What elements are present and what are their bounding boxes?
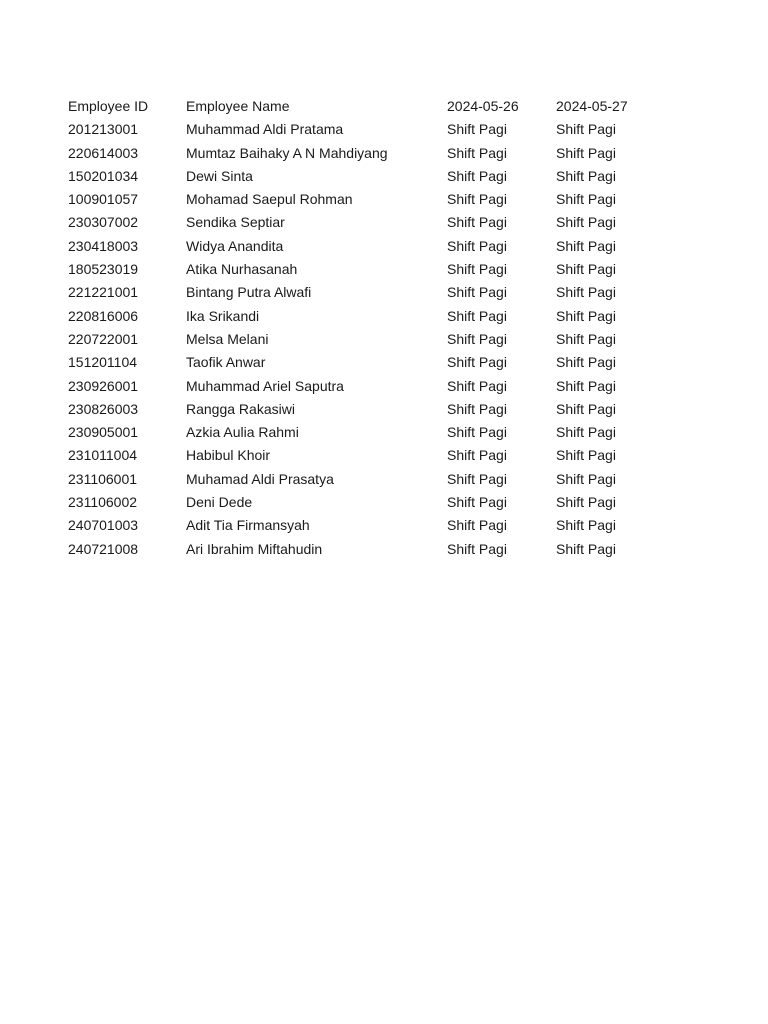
header-date-1: 2024-05-26 xyxy=(447,98,519,114)
shift-cell: Shift Pagi xyxy=(556,307,616,324)
employee-id-cell: 201213001 xyxy=(68,121,139,138)
table-row xyxy=(68,118,708,141)
shift-cell: Shift Pagi xyxy=(447,494,507,511)
employee-id-cell: 100901057 xyxy=(68,191,139,208)
employee-name-cell: Taofik Anwar xyxy=(186,354,266,371)
table-row xyxy=(68,444,708,467)
employee-name-cell: Atika Nurhasanah xyxy=(186,261,298,278)
employee-name-cell: Ari Ibrahim Miftahudin xyxy=(186,540,323,557)
employee-name-cell: Dewi Sinta xyxy=(186,167,253,184)
shift-cell: Shift Pagi xyxy=(447,121,507,138)
table-row xyxy=(68,258,708,281)
employee-id-cell: 151201104 xyxy=(68,354,138,371)
shift-cell: Shift Pagi xyxy=(556,330,616,347)
shift-cell: Shift Pagi xyxy=(447,284,507,301)
shift-cell: Shift Pagi xyxy=(556,447,616,464)
employee-id-cell: 220722001 xyxy=(68,330,139,347)
table-row xyxy=(68,491,708,514)
employee-name-cell: Adit Tia Firmansyah xyxy=(186,517,310,534)
employee-id-cell: 230307002 xyxy=(68,214,139,231)
employee-id-cell: 231106002 xyxy=(68,494,138,511)
shift-cell: Shift Pagi xyxy=(447,447,507,464)
employee-name-cell: Bintang Putra Alwafi xyxy=(186,284,312,301)
table-row xyxy=(68,235,708,258)
employee-name-cell: Habibul Khoir xyxy=(186,447,271,464)
shift-cell: Shift Pagi xyxy=(556,400,616,417)
header-date-2: 2024-05-27 xyxy=(556,98,628,114)
employee-name-cell: Melsa Melani xyxy=(186,330,269,347)
employee-name-cell: Mohamad Saepul Rohman xyxy=(186,191,353,208)
employee-id-cell: 180523019 xyxy=(68,261,139,278)
table-row xyxy=(68,328,708,351)
shift-cell: Shift Pagi xyxy=(556,144,616,161)
table-row xyxy=(68,211,708,234)
employee-name-cell: Muhammad Ariel Saputra xyxy=(186,377,344,394)
shift-cell: Shift Pagi xyxy=(447,307,507,324)
employee-id-cell: 220614003 xyxy=(68,144,139,161)
shift-cell: Shift Pagi xyxy=(556,470,616,487)
table-row xyxy=(68,142,708,165)
header-employee-id: Employee ID xyxy=(68,98,149,114)
employee-id-cell: 230826003 xyxy=(68,400,139,417)
employee-id-cell: 240701003 xyxy=(68,517,139,534)
employee-name-cell: Sendika Septiar xyxy=(186,214,285,231)
shift-cell: Shift Pagi xyxy=(447,517,507,534)
shift-cell: Shift Pagi xyxy=(556,261,616,278)
table-row xyxy=(68,398,708,421)
employee-id-cell: 230905001 xyxy=(68,424,139,441)
shift-cell: Shift Pagi xyxy=(556,121,616,138)
table-row xyxy=(68,351,708,374)
employee-id-cell: 230418003 xyxy=(68,237,139,254)
shift-cell: Shift Pagi xyxy=(447,191,507,208)
shift-cell: Shift Pagi xyxy=(556,354,616,371)
employee-name-cell: Ika Srikandi xyxy=(186,307,260,324)
shift-cell: Shift Pagi xyxy=(447,237,507,254)
employee-name-cell: Muhammad Aldi Pratama xyxy=(186,121,344,138)
shift-cell: Shift Pagi xyxy=(447,540,507,557)
shift-cell: Shift Pagi xyxy=(556,191,616,208)
employee-shift-table xyxy=(68,95,708,561)
shift-cell: Shift Pagi xyxy=(447,400,507,417)
shift-cell: Shift Pagi xyxy=(447,354,507,371)
table-row xyxy=(68,421,708,444)
employee-id-cell: 230926001 xyxy=(68,377,139,394)
shift-cell: Shift Pagi xyxy=(556,517,616,534)
employee-id-cell: 221221001 xyxy=(68,284,139,301)
shift-cell: Shift Pagi xyxy=(447,144,507,161)
shift-cell: Shift Pagi xyxy=(556,284,616,301)
employee-id-cell: 150201034 xyxy=(68,167,139,184)
header-employee-name: Employee Name xyxy=(186,98,290,114)
shift-cell: Shift Pagi xyxy=(447,377,507,394)
table-header-row xyxy=(68,95,708,118)
employee-name-cell: Muhamad Aldi Prasatya xyxy=(186,470,334,487)
shift-cell: Shift Pagi xyxy=(556,424,616,441)
table-row xyxy=(68,188,708,211)
shift-cell: Shift Pagi xyxy=(556,167,616,184)
shift-cell: Shift Pagi xyxy=(447,214,507,231)
shift-cell: Shift Pagi xyxy=(556,377,616,394)
employee-name-cell: Widya Anandita xyxy=(186,237,284,254)
shift-cell: Shift Pagi xyxy=(556,494,616,511)
shift-cell: Shift Pagi xyxy=(556,540,616,557)
table-row xyxy=(68,305,708,328)
table-row xyxy=(68,514,708,537)
employee-name-cell: Deni Dede xyxy=(186,494,253,511)
shift-cell: Shift Pagi xyxy=(447,330,507,347)
shift-cell: Shift Pagi xyxy=(447,261,507,278)
table-row xyxy=(68,375,708,398)
table-row xyxy=(68,468,708,491)
employee-id-cell: 231106001 xyxy=(68,470,138,487)
shift-cell: Shift Pagi xyxy=(447,470,507,487)
employee-name-cell: Mumtaz Baihaky A N Mahdiyang xyxy=(186,144,388,161)
shift-cell: Shift Pagi xyxy=(556,237,616,254)
table-row xyxy=(68,165,708,188)
shift-cell: Shift Pagi xyxy=(447,424,507,441)
table-row xyxy=(68,281,708,304)
shift-cell: Shift Pagi xyxy=(556,214,616,231)
employee-name-cell: Rangga Rakasiwi xyxy=(186,400,295,417)
employee-id-cell: 220816006 xyxy=(68,307,139,324)
shift-cell: Shift Pagi xyxy=(447,167,507,184)
employee-id-cell: 231011004 xyxy=(68,447,138,464)
table-row xyxy=(68,538,708,561)
employee-name-cell: Azkia Aulia Rahmi xyxy=(186,424,299,441)
employee-id-cell: 240721008 xyxy=(68,540,139,557)
